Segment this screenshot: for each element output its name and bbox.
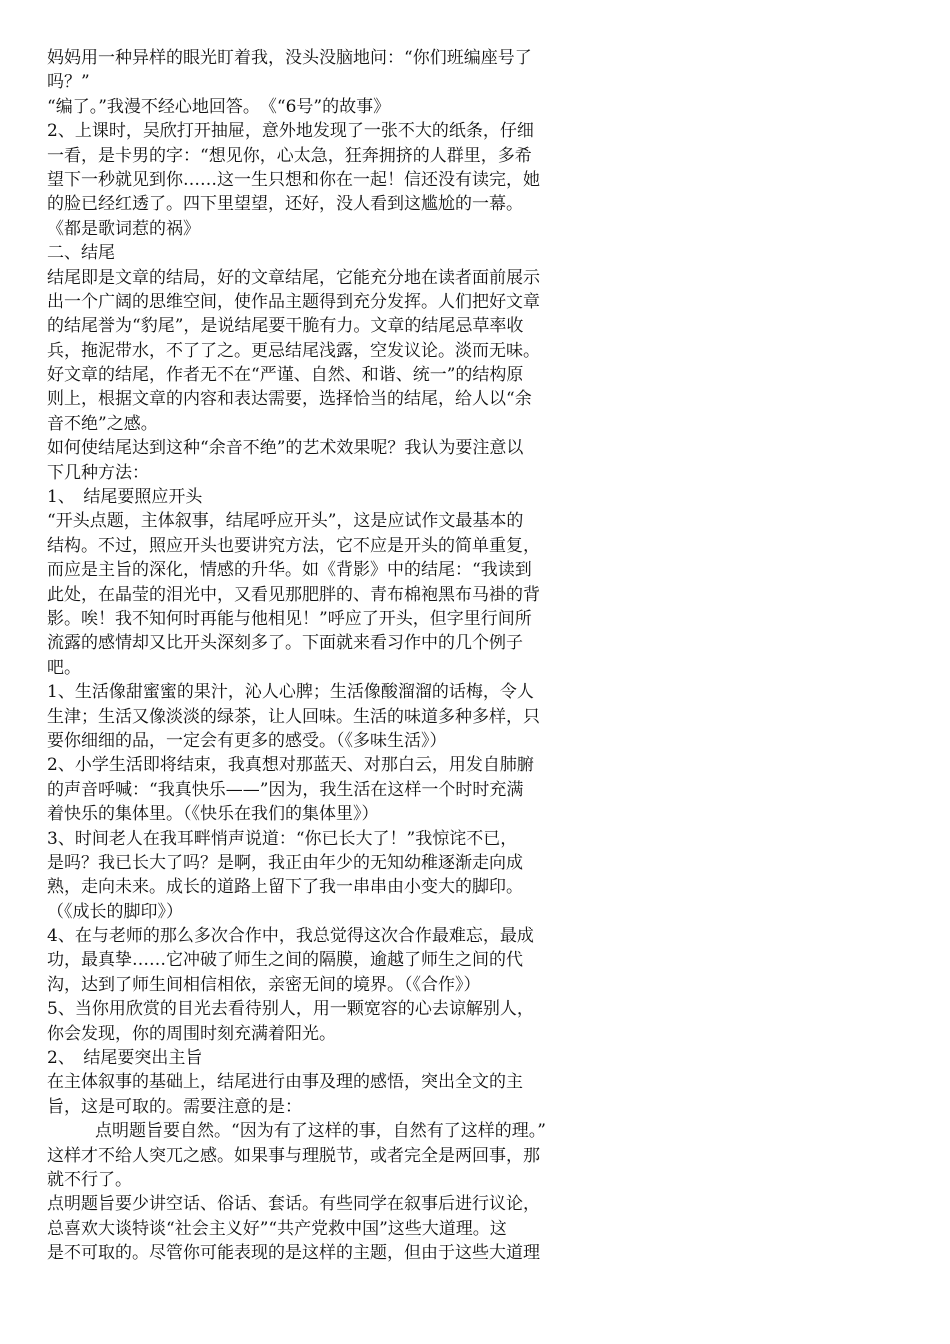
text-line: 4、在与老师的那么多次合作中，我总觉得这次合作最难忘，最成 [47,926,534,947]
text-line: 流露的感情却又比开头深刻多了。下面就来看习作中的几个例子 [47,633,523,654]
text-line: 沟，达到了师生间相信相依，亲密无间的境界。（《合作》） [47,974,481,995]
text-line: 此处，在晶莹的泪光中，又看见那肥胖的、青布棉袍黑布马褂的背 [47,584,540,605]
text-line: 的脸已经红透了。四下里望望，还好，没人看到这尴尬的一幕。 [47,194,523,215]
section-heading: 二、结尾 [47,243,115,264]
text-line: 则上，根据文章的内容和表达需要，选择恰当的结尾，给人以“余 [47,389,532,410]
text-line: 要你细细的品，一定会有更多的感受。（《多味生活》） [47,730,447,751]
text-line: 望下一秒就见到你……这一生只想和你在一起！信还没有读完，她 [47,169,540,190]
text-line: 的结尾誉为“豹尾”，是说结尾要干脆有力。文章的结尾忌草率收 [47,316,524,337]
text-line: 这样才不给人突兀之感。如果事与理脱节，或者完全是两回事，那 [47,1145,540,1166]
text-line: 着快乐的集体里。（《快乐在我们的集体里》） [47,804,379,825]
text-line: 5、当你用欣赏的目光去看待别人，用一颗宽容的心去谅解别人， [47,999,534,1020]
text-line: 你会发现，你的周围时刻充满着阳光。 [47,1023,336,1044]
text-line: 在主体叙事的基础上，结尾进行由事及理的感悟，突出全文的主 [47,1072,523,1093]
text-line: 下几种方法： [47,462,149,483]
text-line: 吧。 [47,657,81,678]
text-line: 是吗？我已长大了吗？是啊，我正由年少的无知幼稚逐渐走向成 [47,852,523,873]
text-line: 2、小学生活即将结束，我真想对那蓝天、对那白云，用发自肺腑 [47,755,534,776]
text-line: 结构。不过，照应开头也要讲究方法，它不应是开头的简单重复， [47,535,540,556]
text-line: 旨，这是可取的。需要注意的是： [47,1096,302,1117]
text-line: 就不行了。 [47,1169,132,1190]
text-line: 妈妈用一种异样的眼光盯着我，没头没脑地问：“你们班编座号了 [47,48,532,68]
text-line: 熟，走向未来。成长的道路上留下了我一串串由小变大的脚印。 [47,877,523,898]
document-page [47,46,607,1266]
text-line: 音不绝”之感。 [47,413,158,434]
text-line: 的声音呼喊：“我真快乐——”因为，我生活在这样一个时时充满 [47,779,524,800]
text-line: 总喜欢大谈特谈“社会主义好”“共产党救中国”这些大道理。这 [47,1218,507,1239]
text-line: 功，最真挚……它冲破了师生之间的隔膜，逾越了师生之间的代 [47,950,523,971]
text-line: 而应是主旨的深化，情感的升华。如《背影》中的结尾：“我读到 [47,560,532,581]
text-line: 影。唉！我不知何时再能与他相见！”呼应了开头，但字里行间所 [47,608,532,629]
text-line: （《成长的脚印》） [47,901,183,922]
text-line: 如何使结尾达到这种“余音不绝”的艺术效果呢？我认为要注意以 [47,438,524,459]
text-line: 生津；生活又像淡淡的绿茶，让人回味。生活的味道多种多样，只 [47,706,540,727]
text-line: 一看，是卡男的字：“想见你，心太急，狂奔拥挤的人群里，多希 [47,145,532,166]
text-line: 2、上课时，吴欣打开抽屉，意外地发现了一张不大的纸条，仔细 [47,121,534,142]
text-line: “开头点题，主体叙事，结尾呼应开头”，这是应试作文最基本的 [47,511,524,532]
text-line: 吗？” [47,72,90,93]
text-line: 是不可取的。尽管你可能表现的是这样的主题，但由于这些大道理 [47,1243,540,1264]
text-line: 出一个广阔的思维空间，使作品主题得到充分发挥。人们把好文章 [47,291,540,312]
text-line-indented: 点明题旨要自然。“因为有了这样的事，自然有了这样的理。” [95,1121,546,1142]
text-line: 兵，拖泥带水，不了了之。更忌结尾浅露，空发议论。淡而无味。 [47,340,540,361]
text-line: 点明题旨要少讲空话、俗话、套话。有些同学在叙事后进行议论， [47,1194,540,1215]
text-line: 1、生活像甜蜜蜜的果汁，沁人心脾；生活像酸溜溜的话梅，令人 [47,682,534,703]
text-line: 好文章的结尾，作者无不在“严谨、自然、和谐、统一”的结构原 [47,365,524,386]
text-line: 3、时间老人在我耳畔悄声说道：“你已长大了！”我惊诧不已， [47,828,518,849]
text-line: 结尾即是文章的结局，好的文章结尾，它能充分地在读者面前展示 [47,267,540,288]
subsection-heading: 2、 结尾要突出主旨 [47,1048,203,1069]
subsection-heading: 1、 结尾要照应开头 [47,487,203,508]
text-line: 《都是歌词惹的祸》 [47,218,200,239]
text-line: “编了。”我漫不经心地回答。 《“6号”的故事》 [47,96,391,117]
